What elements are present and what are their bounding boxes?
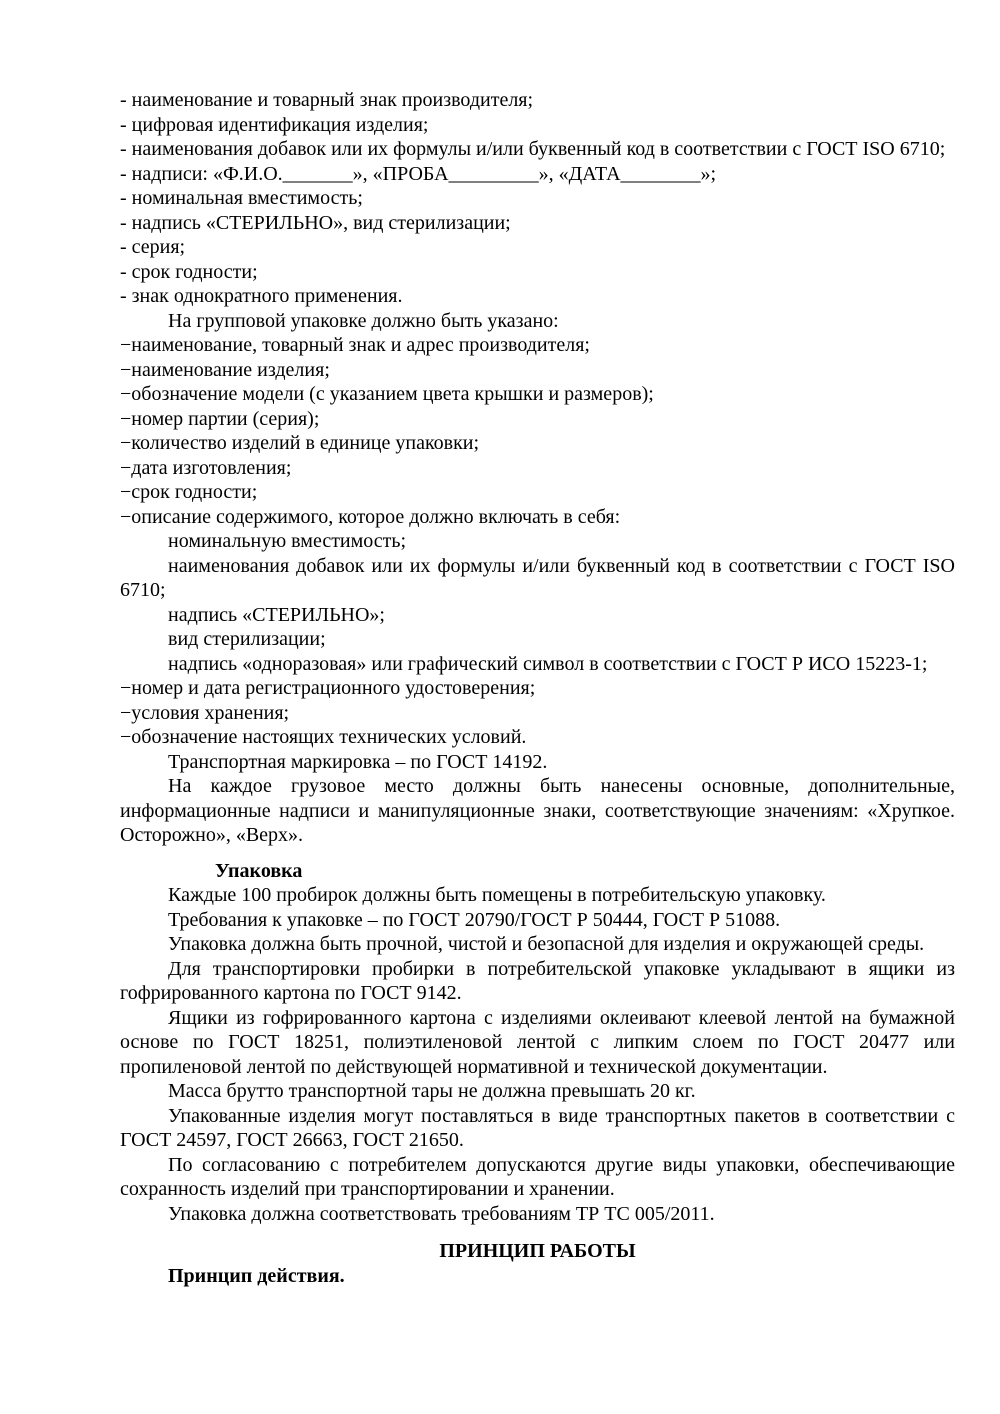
- paragraph: −наименование изделия;: [120, 358, 330, 381]
- bold-paragraph: Принцип действия.: [168, 1264, 345, 1287]
- paragraph: −условия хранения;: [120, 701, 290, 724]
- paragraph: - надписи: «Ф.И.О._______», «ПРОБА_________», «ДАТА________»;: [120, 162, 717, 185]
- paragraph: наименования добавок или их формулы и/или буквенный код в соответствии с ГОСТ ISO 6710;: [120, 554, 955, 601]
- page-heading: ПРИНЦИП РАБОТЫ: [439, 1240, 636, 1262]
- paragraph: −количество изделий в единице упаковки;: [120, 432, 480, 454]
- paragraph: - цифровая идентификация изделия;: [120, 113, 429, 136]
- paragraph: вид стерилизации;: [168, 628, 326, 650]
- document-body: [120, 88, 955, 1288]
- paragraph: - надпись «СТЕРИЛЬНО», вид стерилизации;: [120, 211, 511, 234]
- paragraph: Требования к упаковке – по ГОСТ 20790/ГОСТ Р 50444, ГОСТ Р 51088.: [168, 908, 781, 931]
- paragraph: На каждое грузовое место должны быть нанесены основные, дополнительные, информационные надписи и манипуляционные знаки, соответствующие значениям: «Хрупкое. Осторожно», «Верх».: [120, 775, 955, 846]
- paragraph: −дата изготовления;: [120, 456, 292, 479]
- paragraph: −срок годности;: [120, 481, 258, 503]
- paragraph: - наименования добавок или их формулы и/или буквенный код в соответствии с ГОСТ ISO 6710;: [120, 138, 946, 160]
- paragraph: Ящики из гофрированного картона с изделиями оклеивают клеевой лентой на бумажной основе по ГОСТ 18251, полиэтиленовой лентой с липким слоем по ГОСТ 20477 или пропиленовой лентой по действующей нормативной и технической документации.: [120, 1006, 955, 1078]
- paragraph: −обозначение настоящих технических условий.: [120, 726, 527, 748]
- paragraph: номинальную вместимость;: [168, 530, 407, 552]
- paragraph: Масса брутто транспортной тары не должна превышать 20 кг.: [168, 1080, 696, 1102]
- paragraph: −описание содержимого, которое должно включать в себя:: [120, 505, 621, 528]
- paragraph: Упаковка должна соответствовать требованиям ТР ТС 005/2011.: [168, 1202, 715, 1225]
- paragraph: - серия;: [120, 236, 186, 258]
- paragraph: −наименование, товарный знак и адрес производителя;: [120, 334, 590, 356]
- section-heading: Упаковка: [215, 859, 303, 882]
- paragraph: Каждые 100 пробирок должны быть помещены в потребительскую упаковку.: [168, 884, 826, 906]
- paragraph: Для транспортировки пробирки в потребительской упаковке укладывают в ящики из гофрированного картона по ГОСТ 9142.: [120, 957, 955, 1004]
- paragraph: −номер партии (серия);: [120, 407, 320, 430]
- paragraph: - наименование и товарный знак производителя;: [120, 89, 534, 111]
- paragraph: На групповой упаковке должно быть указано:: [168, 309, 559, 332]
- paragraph: −обозначение модели (с указанием цвета крышки и размеров);: [120, 383, 654, 405]
- paragraph: - срок годности;: [120, 260, 258, 283]
- paragraph: - знак однократного применения.: [120, 285, 403, 307]
- paragraph: Упакованные изделия могут поставляться в виде транспортных пакетов в соответствии с ГОСТ 24597, ГОСТ 26663, ГОСТ 21650.: [120, 1104, 955, 1151]
- paragraph: По согласованию с потребителем допускаются другие виды упаковки, обеспечивающие сохранность изделий при транспортировании и хранении.: [120, 1153, 955, 1200]
- paragraph: надпись «СТЕРИЛЬНО»;: [168, 603, 385, 626]
- paragraph: Упаковка должна быть прочной, чистой и безопасной для изделия и окружающей среды.: [168, 933, 925, 955]
- paragraph: - номинальная вместимость;: [120, 187, 363, 209]
- paragraph: −номер и дата регистрационного удостоверения;: [120, 677, 536, 699]
- paragraph: надпись «одноразовая» или графический символ в соответствии с ГОСТ Р ИСО 15223-1;: [168, 652, 928, 675]
- paragraph: Транспортная маркировка – по ГОСТ 14192.: [168, 750, 548, 773]
